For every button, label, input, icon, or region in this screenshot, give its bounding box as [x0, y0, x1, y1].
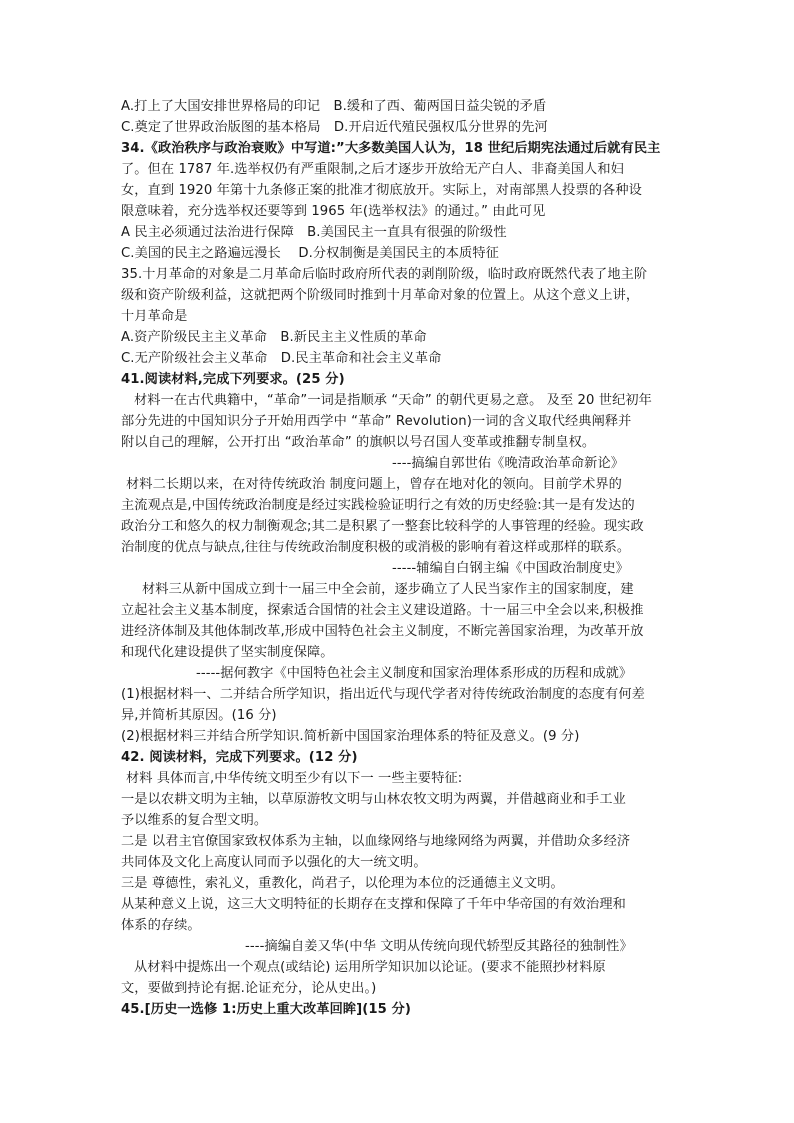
q41-material2-line: 政治分工和悠久的权力制衡观念;其二是积累了一整套比较科学的人事管理的经验。现实政 [121, 519, 644, 534]
q33-options-cd: C.奠定了世界政治版图的基本格局 D.开启近代殖民强权瓜分世界的先河 [121, 120, 548, 135]
q42-source: ----摘编自姜又华(中华 文明从传统向现代轿型反其路径的独制性》 [245, 939, 633, 954]
q42-intro: 材料 具体而言,中华传统文明至少有以下一 一些主要特征: [126, 771, 463, 786]
q42-point3: 三是 尊德性，索礼义，重教化，尚君子，以伦理为本位的泛通德主义文明。 [121, 876, 564, 891]
q35-stem-line: 十月革命是 [121, 309, 188, 324]
q41-material3-line: 进经济体制及其他体制改革,形成中国特色社会主义制度，不断完善国家治理，为改革开放 [121, 624, 644, 639]
q42-requirement-line: 从材料中提炼出一个观点(或结论) 运用所学知识加以论证。(要求不能照抄材料原 [134, 960, 606, 975]
q42-conclusion-line: 从某种意义上说，这三大文明特征的长期存在支撑和保障了千年中华帝国的有效治理和 [121, 897, 626, 912]
q41-material3-line: 材料三从新中国成立到十一届三中全会前，逐步确立了人民当家作主的国家制度，建 [142, 582, 634, 597]
q41-requirement2: (2)根据材料三并结合所学知识.简析新中国国家治理体系的特征及意义。(9 分) [121, 729, 580, 744]
q41-material2-line: 治制度的优点与缺点,往往与传统政治制度积极的或消极的影响有着这样或那样的联系。 [121, 540, 631, 555]
q45-title: 45.[历史一选修 1:历史上重大改革回眸](15 分) [121, 1002, 412, 1017]
q42-conclusion-line: 体系的存续。 [121, 918, 201, 933]
q34-stem-line: 女，直到 1920 年第十九条修正案的批准才彻底放开。实际上，对南部黑人投票的各种设 [121, 183, 642, 198]
q33-options-ab: A.打上了大国安排世界格局的印记 B.缓和了西、葡两国日益尖锐的矛盾 [121, 99, 547, 114]
q35-options-cd: C.无产阶级社会主义革命 D.民主革命和社会主义革命 [121, 351, 442, 366]
q41-source1: ----搞编自郭世佑《晚清政治革命新论》 [392, 456, 625, 471]
q41-material1-line: 材料一在古代典籍中，“革命”一词是指顺承 “天命” 的朝代更易之意。 及至 20 世纪初年 [134, 393, 652, 408]
q41-requirement1-line: 异,并简析其原因。(16 分) [121, 708, 277, 723]
q34-stem-line: 了。但在 1787 年.选举权仍有严重限制,之后才逐步开放给无产白人、非裔美国人和妇 [121, 162, 624, 177]
q41-material2-line: 主流观点是,中国传统政治制度是经过实践检验证明行之有效的历史经验:其一是有发达的 [121, 498, 635, 513]
q41-material2-line: 材料二长期以来，在对待传统政治 制度问题上，曾存在地对化的领向。目前学术界的 [126, 477, 622, 492]
q42-point1-line: 一是以农耕文明为主轴，以草原游牧文明与山林农牧文明为两翼，并借越商业和手工业 [121, 792, 626, 807]
q42-point2-line: 共同体及文化上高度认同而予以强化的大一统文明。 [121, 855, 427, 870]
q34-options-ab: A 民主必须通过法治进行保障 B.美国民主一直具有很强的阶级性 [121, 225, 507, 240]
q41-material3-line: 立起社会主义基本制度，探索适合国情的社会主义建设道路。十一届三中全会以来,积极推 [121, 603, 644, 618]
q42-point1-line: 予以维系的复合型文明。 [121, 813, 268, 828]
q34-options-cd: C.美国的民主之路遍远漫长 D.分权制衡是美国民主的本质特征 [121, 246, 499, 261]
q41-material1-line: 附以自己的理解，公开打出 “政治革命” 的旗帜以号召国人变革或推翻专制皇权。 [121, 435, 596, 450]
q41-material1-line: 部分先进的中国知识分子开始用西学中 “革命” Revolution)一词的含义取代经典阐释并 [121, 414, 632, 429]
q41-source2: -----辅编自白钢主编《中国政治制度史》 [392, 561, 629, 576]
q41-title: 41.阅读材料,完成下列要求。(25 分) [121, 372, 345, 387]
q34-stem-line: 限意味着，充分选举权还要等到 1965 年(选举权法》的通过。” 由此可见 [121, 204, 546, 219]
q41-material3-line: 和现代化建设提供了坚实制度保障。 [121, 645, 334, 660]
q34-stem-line: 34.《政治秩序与政治衰败》中写道:”大多数美国人认为，18 世纪后期宪法通过后就有民主 [121, 141, 661, 156]
q41-requirement1-line: (1)根据材料一、二并结合所学知识，指出近代与现代学者对待传统政治制度的态度有何差 [121, 687, 645, 702]
q42-point2-line: 二是 以君主官僚国家致权体系为主轴，以血缘网络与地缘网络为两翼，并借助众多经济 [121, 834, 631, 849]
q42-requirement-line: 文，要做到持论有据.论证充分，论从史出。) [121, 981, 377, 996]
q35-options-ab: A.资产阶级民主主义革命 B.新民主主义性质的革命 [121, 330, 427, 345]
q35-stem-line: 35.十月革命的对象是二月革命后临时政府所代表的剥削阶级，临时政府既然代表了地主阶 [121, 267, 648, 282]
q41-source3: -----据何教字《中国特色社会主义制度和国家治理体系形成的历程和成就》 [196, 666, 633, 681]
q35-stem-line: 级和资产阶级利益，这就把两个阶级同时推到十月革命对象的位置上。从这个意义上讲， [121, 288, 640, 303]
q42-title: 42. 阅读材料，完成下列要求。(12 分) [121, 750, 358, 765]
